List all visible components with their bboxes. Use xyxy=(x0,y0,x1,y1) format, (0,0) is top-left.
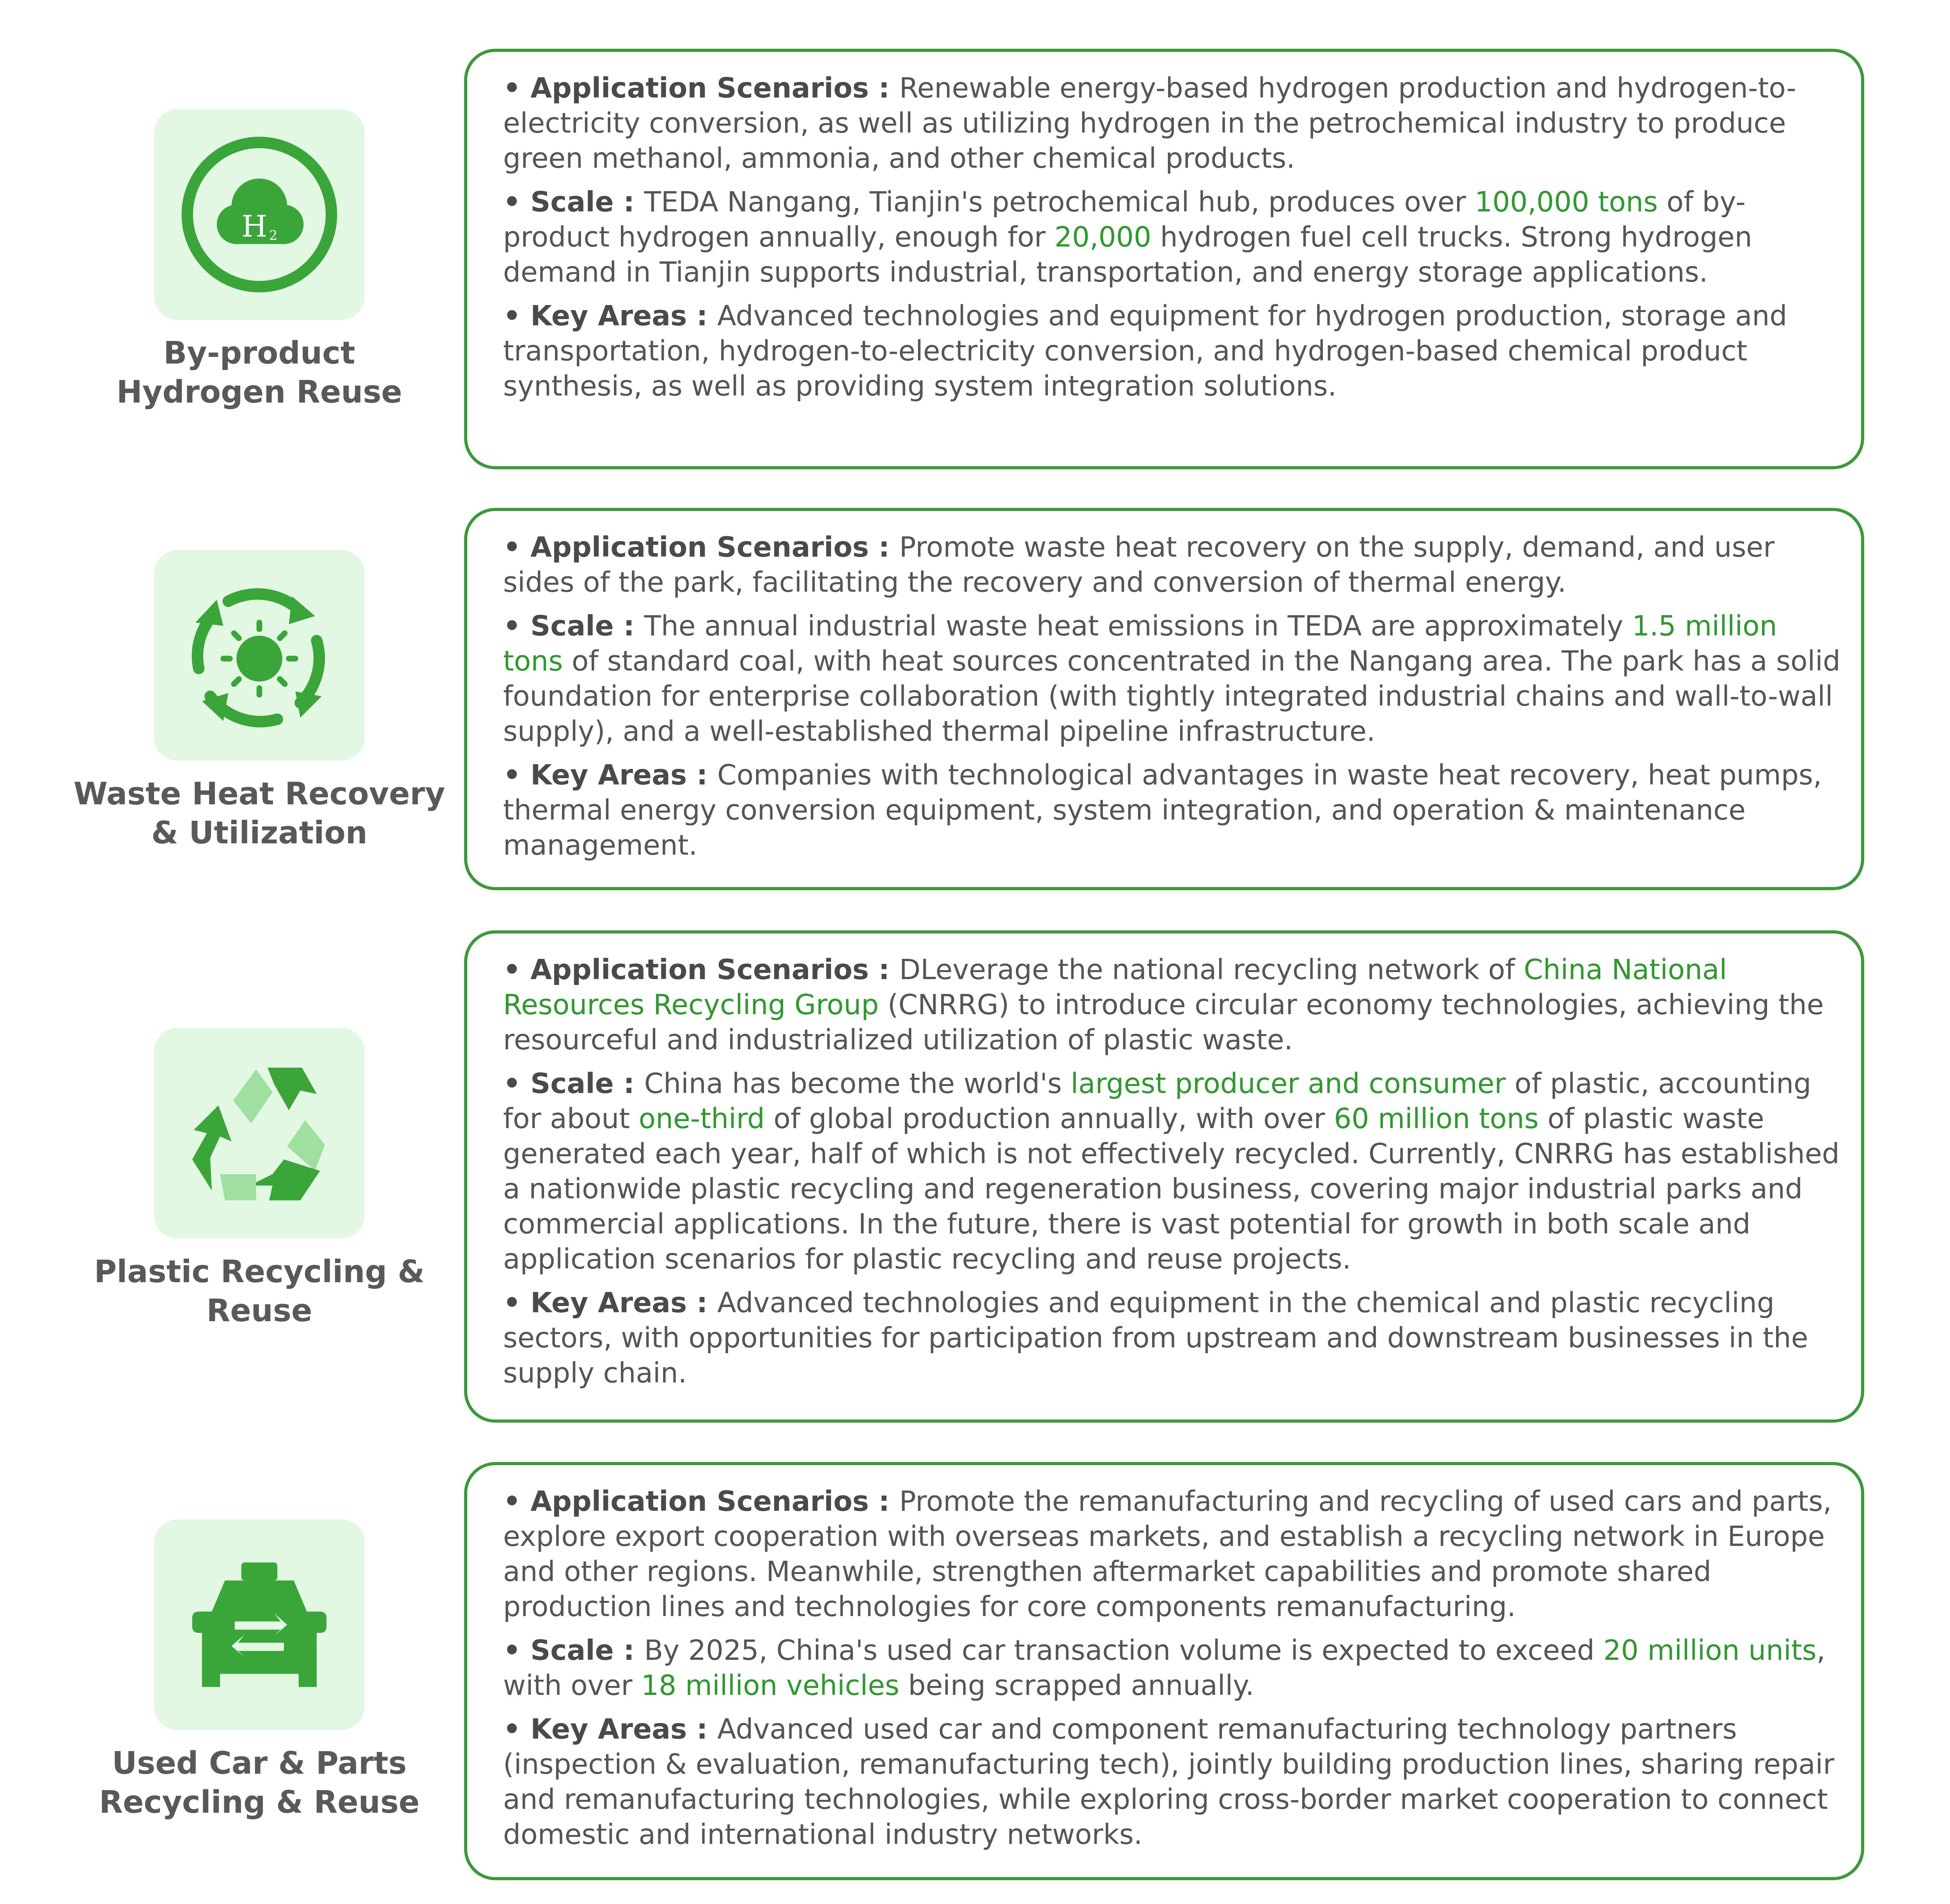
body-text: Promote the remanufacturing and recycling of used cars and parts, explore export cooperation with overseas markets, and establish a recycling network in Europe and other regions. Meanwhile, strengthen aftermarket capabilities and promote shared production lines and technologies for core components remanufacturing. xyxy=(503,1485,1832,1623)
body-text: of by-product hydrogen annually, enough for xyxy=(503,186,1746,253)
category-title: Used Car & Parts Recycling & Reuse xyxy=(99,1745,420,1820)
body-text: Companies with technological advantages in waste heat recovery, heat pumps, thermal energy conversion equipment, system integration, and operation & maintenance management. xyxy=(503,759,1822,861)
paragraph-label: • Scale : xyxy=(503,1634,644,1666)
category-title: Plastic Recycling & Reuse xyxy=(94,1254,425,1329)
info-card xyxy=(464,1462,1864,1880)
highlight-text: China National Resources Recycling Group xyxy=(503,953,1727,1021)
body-text: Promote waste heat recovery on the supply, demand, and user sides of the park, facilitating the recovery and conversion of thermal energy. xyxy=(503,531,1775,598)
body-text: of plastic waste generated each year, half of which is not effectively recycled. Currently, CNRRG has established a nationwide plastic recycling and regeneration business, covering major industrial parks and commercial applications. In the future, there is vast potential for growth in both scale and application scenarios for plastic recycling and reuse projects. xyxy=(503,1102,1840,1275)
body-text: China has become the world's xyxy=(644,1067,1071,1100)
paragraph-label: • Key Areas : xyxy=(503,759,718,791)
paragraph xyxy=(503,609,1845,749)
paragraph-label: • Application Scenarios : xyxy=(503,72,899,104)
paragraph xyxy=(503,1484,1845,1624)
body-text: , with over xyxy=(503,1634,1826,1702)
highlight-text: 60 million tons xyxy=(1334,1102,1539,1135)
info-card xyxy=(464,49,1864,469)
body-text: Renewable energy-based hydrogen production and hydrogen-to-electricity conversion, as well as utilizing hydrogen in the petrochemical industry to produce green methanol, ammonia, and other chemical products. xyxy=(503,72,1796,174)
body-text: of standard coal, with heat sources concentrated in the Nangang area. The park has a solid foundation for enterprise collaboration (with tightly integrated industrial chains and wall-to-wall supply), and a well-established thermal pipeline infrastructure. xyxy=(503,645,1841,747)
paragraph-label: • Application Scenarios : xyxy=(503,953,899,986)
paragraph xyxy=(503,185,1845,290)
highlight-text: 20,000 xyxy=(1054,221,1152,253)
category-title: Waste Heat Recovery & Utilization xyxy=(73,776,445,851)
body-text: Advanced technologies and equipment in the chemical and plastic recycling sectors, with opportunities for participation from upstream and downstream businesses in the supply chain. xyxy=(503,1286,1808,1389)
paragraph-label: • Application Scenarios : xyxy=(503,1485,899,1517)
paragraph-label: • Key Areas : xyxy=(503,1713,718,1745)
waste-heat-tile xyxy=(154,550,365,761)
svg-text:H: H xyxy=(241,209,268,244)
body-text: Advanced used car and component remanufacturing technology partners (inspection & evaluation, remanufacturing tech), jointly building production lines, sharing repair and remanufacturing technologies, while exploring cross-border market cooperation to connect domestic and international industry networks. xyxy=(503,1713,1835,1851)
paragraph xyxy=(503,298,1845,404)
highlight-text: 1.5 million tons xyxy=(503,610,1777,677)
paragraph-label: • Scale : xyxy=(503,186,644,218)
hydrogen-tile xyxy=(154,109,365,320)
highlight-text: 18 million vehicles xyxy=(641,1669,899,1702)
paragraph-label: • Key Areas : xyxy=(503,300,718,332)
info-card xyxy=(464,930,1864,1423)
body-text: (CNRRG) to introduce circular economy technologies, achieving the resourceful and industrialized utilization of plastic waste. xyxy=(503,988,1824,1056)
paragraph xyxy=(503,758,1845,863)
paragraph xyxy=(503,1066,1845,1277)
highlight-text: one-third xyxy=(638,1102,765,1135)
paragraph xyxy=(503,1712,1845,1852)
plastic-tile xyxy=(154,1028,365,1239)
body-text: By 2025, China's used car transaction volume is expected to exceed xyxy=(644,1634,1604,1666)
paragraph xyxy=(503,1633,1845,1703)
body-text: The annual industrial waste heat emissions in TEDA are approximately xyxy=(644,610,1632,642)
body-text: DLeverage the national recycling network of xyxy=(899,953,1524,986)
highlight-text: 100,000 tons xyxy=(1475,186,1658,218)
paragraph-label: • Key Areas : xyxy=(503,1286,718,1319)
paragraph-label: • Scale : xyxy=(503,610,644,642)
highlight-text: 20 million units xyxy=(1603,1634,1817,1666)
paragraph xyxy=(503,71,1845,176)
body-text: being scrapped annually. xyxy=(899,1669,1254,1702)
body-text: Advanced technologies and equipment for hydrogen production, storage and transportation, hydrogen-to-electricity conversion, and hydrogen-based chemical product synthesis, as well as providing system integration solutions. xyxy=(503,300,1787,402)
used-car-tile xyxy=(154,1519,365,1730)
svg-text:2: 2 xyxy=(269,228,278,243)
plastic-recycle-icon xyxy=(177,1051,341,1215)
body-text: hydrogen fuel cell trucks. Strong hydrogen demand in Tianjin supports industrial, transportation, and energy storage applications. xyxy=(503,221,1752,288)
paragraph xyxy=(503,530,1845,600)
body-text: of plastic, accounting for about xyxy=(503,1067,1812,1135)
highlight-text: largest producer and consumer xyxy=(1071,1067,1506,1100)
paragraph-label: • Scale : xyxy=(503,1067,644,1100)
paragraph-label: • Application Scenarios : xyxy=(503,531,899,563)
body-text: TEDA Nangang, Tianjin's petrochemical hub, produces over xyxy=(644,186,1475,218)
paragraph xyxy=(503,952,1845,1058)
hydrogen-cloud-icon xyxy=(177,133,341,296)
category-title: By-product Hydrogen Reuse xyxy=(116,335,402,410)
used-car-icon xyxy=(177,1543,341,1707)
info-card xyxy=(464,508,1864,890)
body-text: of global production annually, with over xyxy=(764,1102,1334,1135)
paragraph xyxy=(503,1285,1845,1391)
waste-heat-recycle-icon xyxy=(177,573,341,737)
